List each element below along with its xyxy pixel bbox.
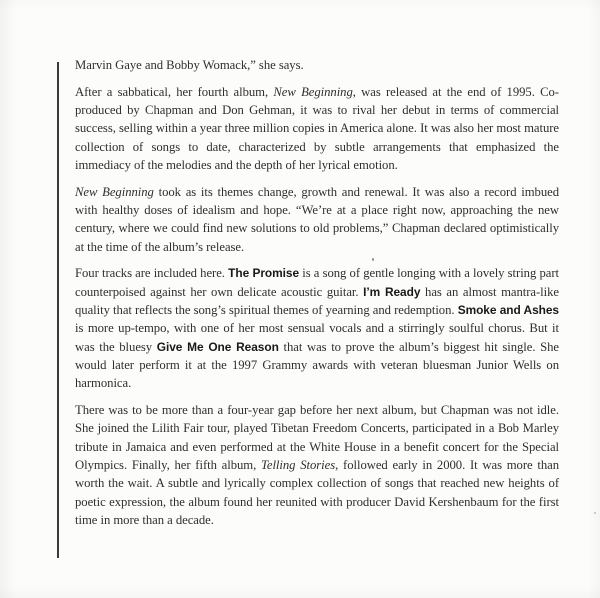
liner-notes-text <box>75 56 559 529</box>
body-text: Four tracks are included here. <box>75 266 229 281</box>
body-text: , was released at the end of 1995. Co-produced by Chapman and Don Gehman, it was to rival her debut in terms of commercial success, selling within a year three million copies in America alone. It was also her most mature collection of songs to date, characterized by subtle arrangements that emphasized the immediacy of the melodies and the depth of her lyrical emotion. <box>75 84 559 172</box>
body-text: is a song of gentle longing with a lovely string part counterpoised against her own delicate acoustic guitar. <box>75 266 559 299</box>
paragraph <box>75 401 559 529</box>
body-text: Marvin Gaye and Bobby Womack,” she says. <box>75 58 304 72</box>
track-title: Give Me One Reason <box>156 339 279 354</box>
body-text: , followed early in 2000. It was more than worth the wait. A subtle and lyrically complex collection of songs that reached new heights of poetic expression, the album found her reunited with producer David Kershenbaum for the first time in more than a decade. <box>75 457 560 527</box>
scan-speck <box>594 512 596 514</box>
album-title: New Beginning <box>273 84 353 99</box>
track-title: I’m Ready <box>363 284 421 299</box>
album-title: Telling Stories <box>261 457 336 472</box>
left-rule <box>57 62 59 558</box>
paragraph <box>75 56 559 74</box>
body-text: that was to prove the album’s biggest hit single. She would later perform it at the 1997 Grammy awards with veteran bluesman Junior Wells on harmonica. <box>75 339 560 391</box>
track-title: The Promise <box>228 266 300 281</box>
body-text: is more up-tempo, with one of her most sensual vocals and a stirringly soulful chorus. But it was the bluesy <box>75 321 559 354</box>
body-text: There was to be more than a four-year gap before her next album, but Chapman was not idle. She joined the Lilith Fair tour, played Tibetan Freedom Concerts, participated in a Bob Marley tribute in Jamaica and even performed at the White House in a benefit concert for the Special Olympics. Finally, her fifth album, <box>75 403 559 472</box>
paragraph <box>75 183 559 256</box>
album-title: New Beginning <box>75 184 154 199</box>
scan-speck <box>372 258 374 261</box>
body-text: took as its themes change, growth and renewal. It was also a record imbued with healthy doses of idealism and hope. “We’re at a place right now, approaching the new century, where we could find new solutions to old problems,” Chapman declared optimistically at the time of the album’s release. <box>75 184 559 254</box>
body-text: After a sabbatical, her fourth album, <box>75 84 274 99</box>
paragraph <box>75 264 559 392</box>
track-title: Smoke and Ashes <box>457 303 559 318</box>
paragraph <box>75 83 559 174</box>
body-text: has an almost mantra-like quality that reflects the song’s spiritual themes of yearning and redemption. <box>75 284 559 318</box>
